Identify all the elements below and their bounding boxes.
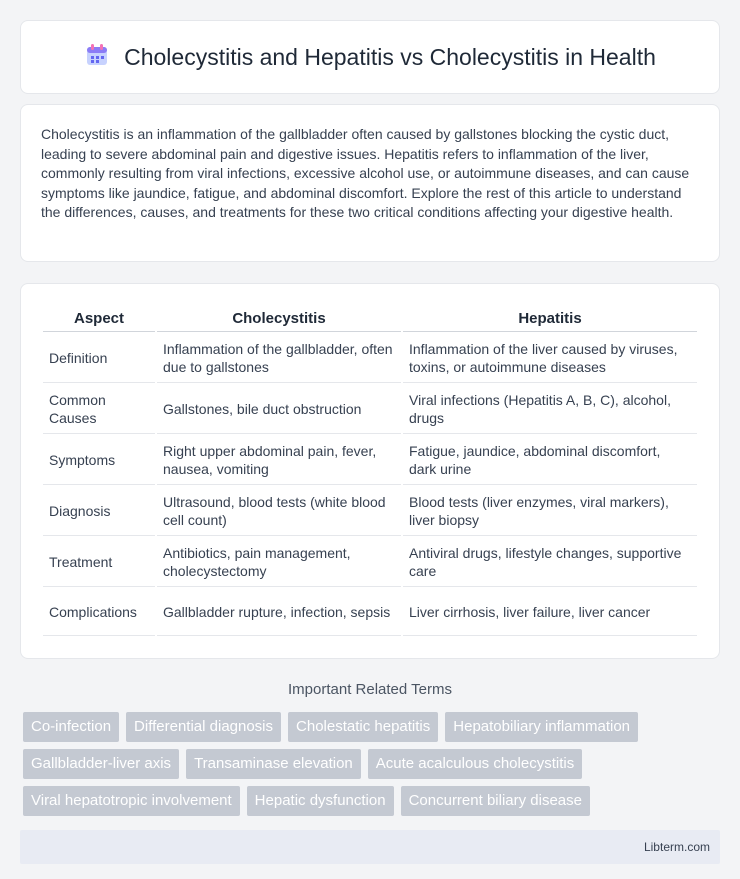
table-cell: Ultrasound, blood tests (white blood cell count) (157, 487, 401, 536)
tag-gallbladder-liver-axis[interactable]: Gallbladder-liver axis (23, 749, 179, 779)
table-cell: Gallbladder rupture, infection, sepsis (157, 589, 401, 636)
table-row (43, 589, 697, 636)
table-cell: Fatigue, jaundice, abdominal discomfort, dark urine (403, 436, 697, 485)
calendar-icon (84, 42, 110, 73)
table-header-row (43, 306, 697, 332)
table-cell: Antibiotics, pain management, cholecystectomy (157, 538, 401, 587)
column-header-cholecystitis: Cholecystitis (157, 306, 401, 332)
table-cell: Common Causes (43, 385, 155, 434)
table-cell: Inflammation of the gallbladder, often due to gallstones (157, 334, 401, 383)
tag-concurrent-biliary-disease[interactable]: Concurrent biliary disease (401, 786, 590, 816)
related-terms-title: Important Related Terms (288, 681, 452, 698)
tag-co-infection[interactable]: Co-infection (23, 712, 119, 742)
comparison-card (20, 283, 720, 659)
comparison-table (41, 304, 699, 638)
table-cell: Right upper abdominal pain, fever, nausea, vomiting (157, 436, 401, 485)
tag-hepatobiliary-inflammation[interactable]: Hepatobiliary inflammation (445, 712, 638, 742)
table-cell: Antiviral drugs, lifestyle changes, supportive care (403, 538, 697, 587)
intro-text: Cholecystitis is an inflammation of the gallbladder often caused by gallstones blocking the cystic duct, leading to severe abdominal pain and digestive issues. Hepatitis refers to inflammation of the liver, commonly resulting from viral infections, excessive alcohol use, or autoimmune diseases, and can cause symptoms like jaundice, fatigue, and abdominal discomfort. Explore the rest of this article to understand the differences, causes, and treatments for these two critical conditions affecting your digestive health. (41, 126, 690, 220)
table-row (43, 487, 697, 536)
tag-hepatic-dysfunction[interactable]: Hepatic dysfunction (247, 786, 394, 816)
table-row (43, 385, 697, 434)
table-row (43, 538, 697, 587)
page-footer (20, 830, 720, 864)
tag-transaminase-elevation[interactable]: Transaminase elevation (186, 749, 361, 779)
table-cell: Symptoms (43, 436, 155, 485)
table-cell: Diagnosis (43, 487, 155, 536)
table-row (43, 334, 697, 383)
tag-cholestatic-hepatitis[interactable]: Cholestatic hepatitis (288, 712, 438, 742)
table-cell: Blood tests (liver enzymes, viral markers), liver biopsy (403, 487, 697, 536)
related-terms-list (20, 712, 720, 816)
tag-viral-hepatotropic-involvement[interactable]: Viral hepatotropic involvement (23, 786, 240, 816)
intro-section (20, 104, 720, 262)
tag-acute-acalculous-cholecystitis[interactable]: Acute acalculous cholecystitis (368, 749, 582, 779)
table-cell: Viral infections (Hepatitis A, B, C), alcohol, drugs (403, 385, 697, 434)
tag-differential-diagnosis[interactable]: Differential diagnosis (126, 712, 281, 742)
table-cell: Gallstones, bile duct obstruction (157, 385, 401, 434)
table-cell: Definition (43, 334, 155, 383)
column-header-hepatitis: Hepatitis (403, 306, 697, 332)
page-title: Cholecystitis and Hepatitis vs Cholecystitis in Health (124, 43, 656, 70)
table-cell: Liver cirrhosis, liver failure, liver cancer (403, 589, 697, 636)
page-header (20, 20, 720, 94)
footer-brand-link[interactable]: Libterm.com (643, 840, 710, 854)
table-row (43, 436, 697, 485)
table-cell: Inflammation of the liver caused by viruses, toxins, or autoimmune diseases (403, 334, 697, 383)
table-cell: Treatment (43, 538, 155, 587)
column-header-aspect: Aspect (43, 306, 155, 332)
table-cell: Complications (43, 589, 155, 636)
